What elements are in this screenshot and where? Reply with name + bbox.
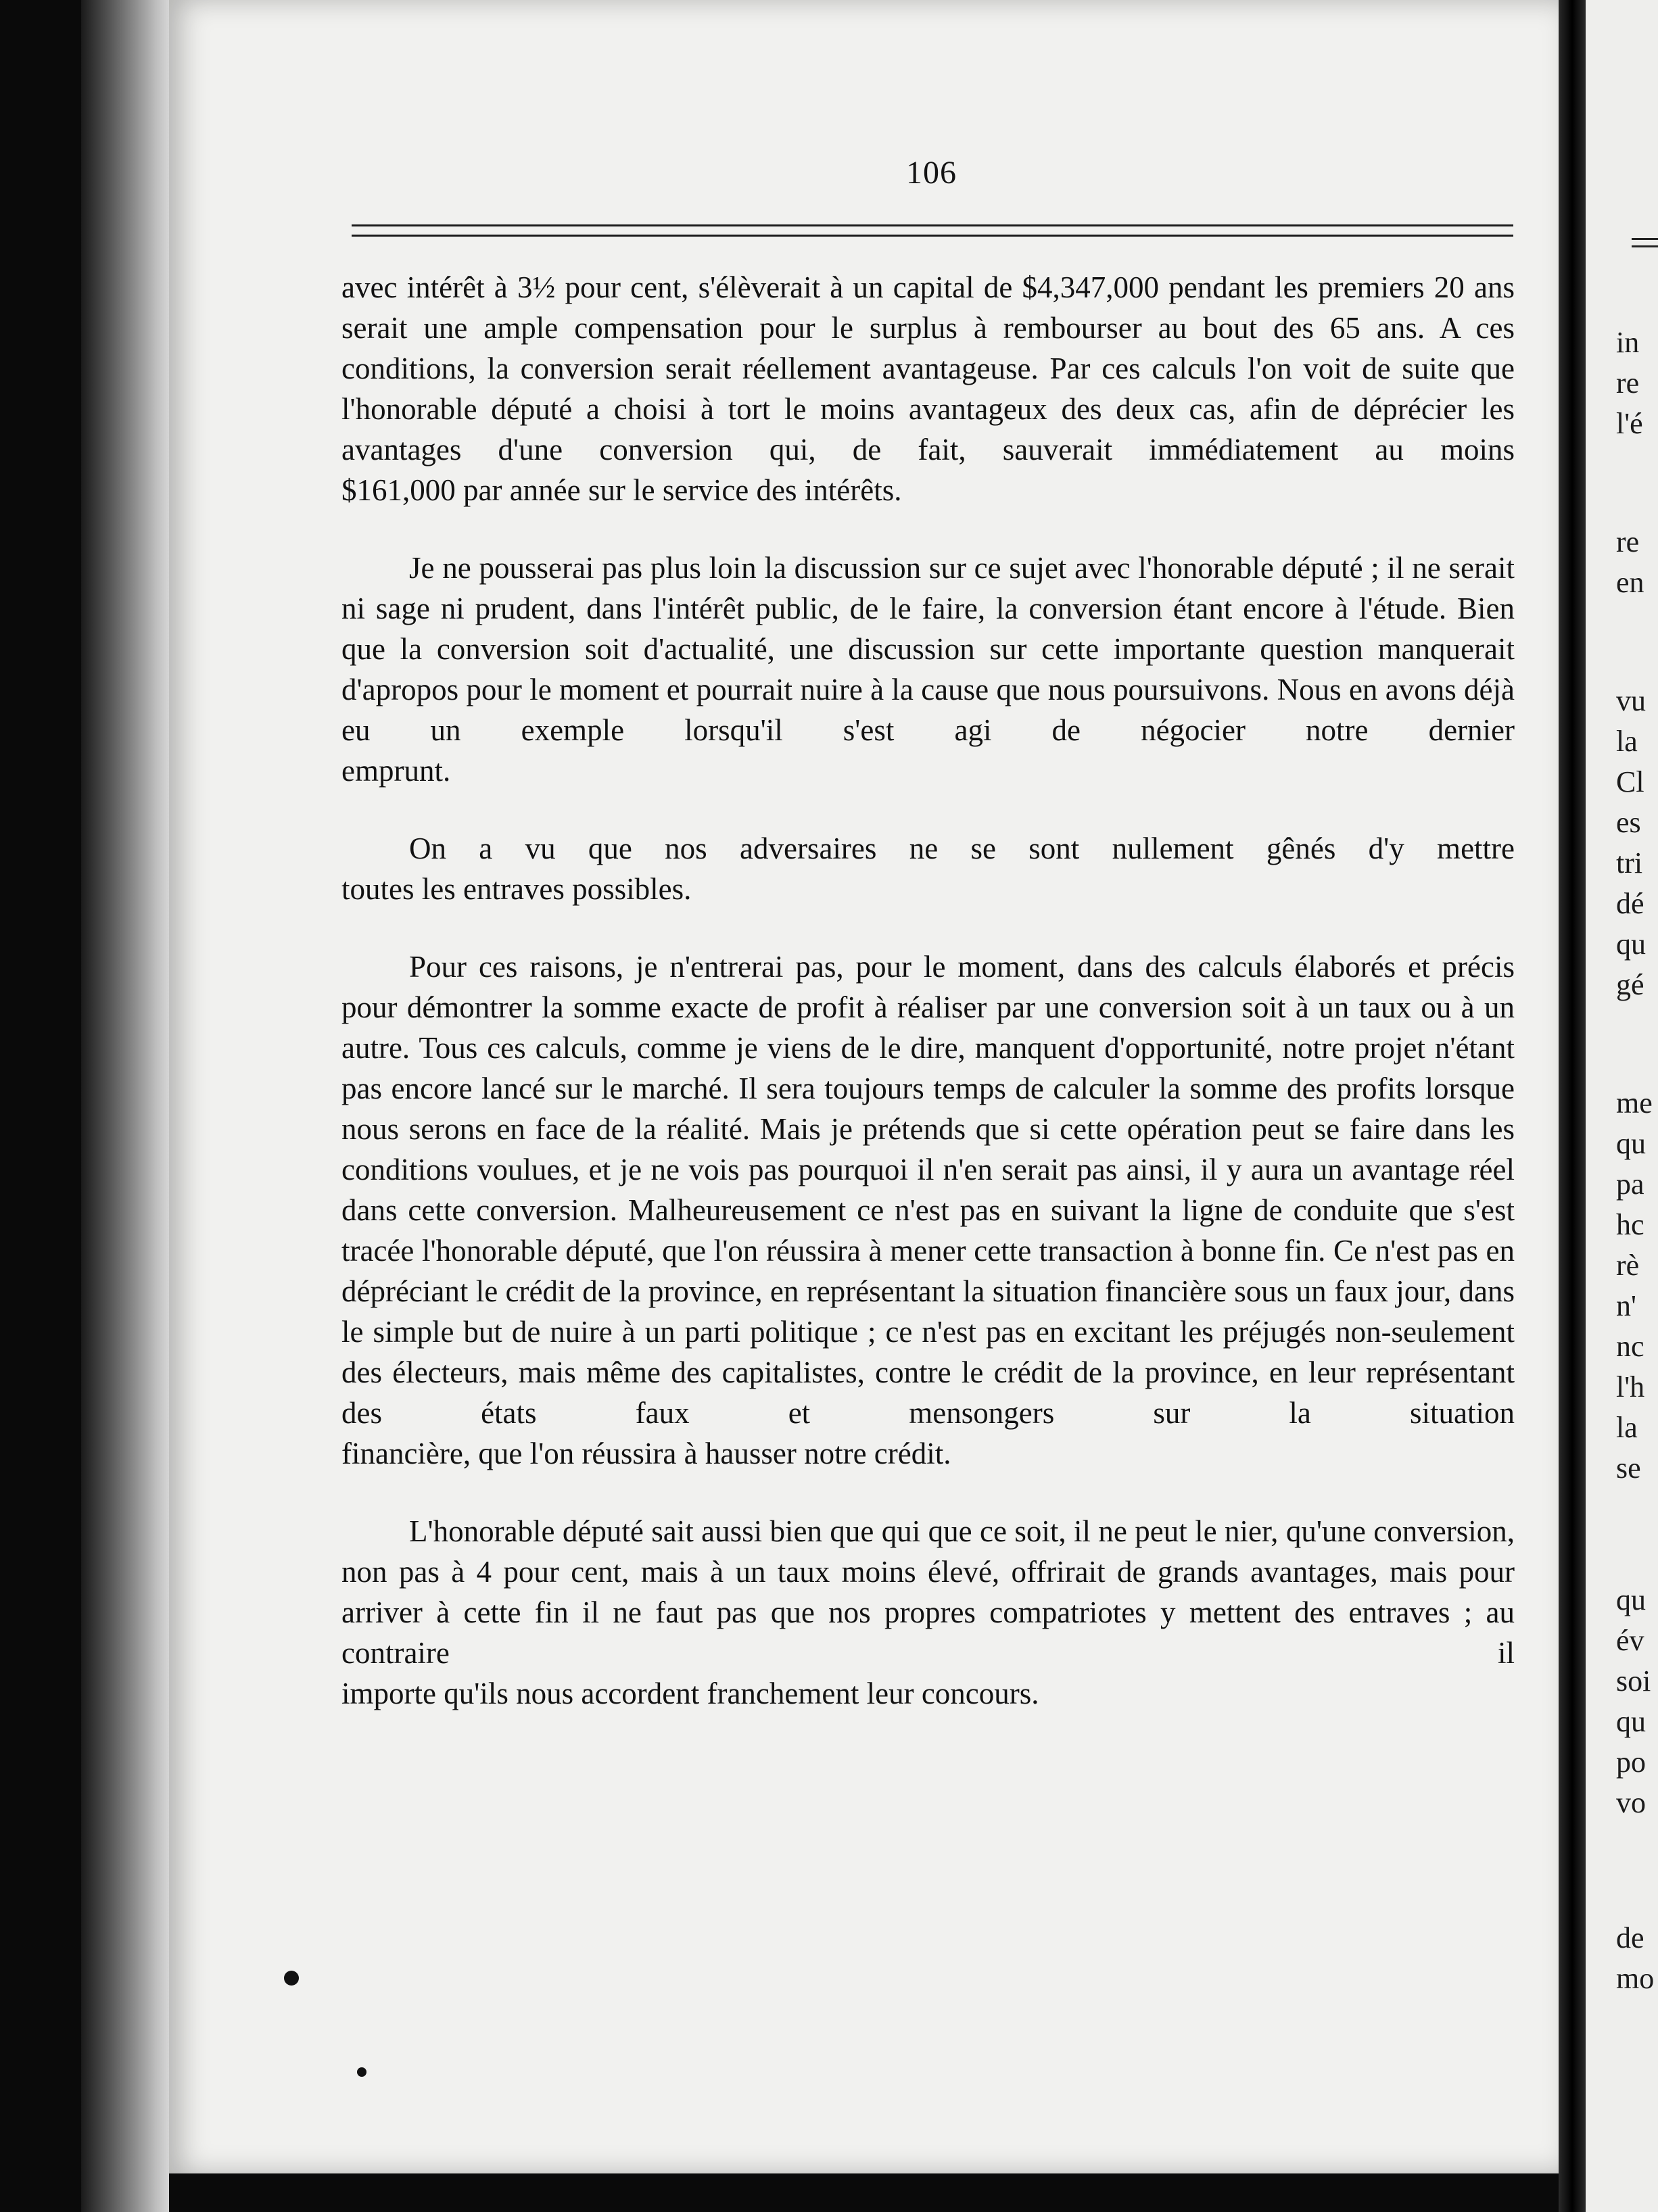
paragraph-1 — [341, 267, 1515, 510]
facing-page-fragment: la — [1616, 725, 1638, 758]
facing-page-fragment: év — [1616, 1624, 1644, 1657]
body-text — [341, 267, 1515, 1714]
facing-page-fragment: nc — [1616, 1330, 1644, 1363]
paragraph-3-text: On a vu que nos adversaires ne se sont nullement gênés d'y mettre — [409, 832, 1515, 865]
paragraph-1-last-line: $161,000 par année sur le service des intérêts. — [341, 473, 902, 507]
facing-page-fragment: l'h — [1616, 1370, 1645, 1403]
paragraph-2-text: Je ne pousserai pas plus loin la discussion sur ce sujet avec l'honorable député ; il ne serait ni sage ni prudent, dans l'intérêt public, de le faire, la conversion étant encore à l'étude. Bien que la conversion soit d'actualité, une discussion sur cette importante question manquerait d'apropos pour le moment et pourrait nuire à la cause que nous poursuivons. Nous en avons déjà eu un exemple lorsqu'il s'est agi de négocier notre dernier — [341, 551, 1515, 747]
header-double-rule — [352, 224, 1513, 237]
facing-page-fragment: mo — [1616, 1962, 1655, 1995]
facing-page-fragment: pa — [1616, 1168, 1644, 1201]
facing-page-fragment: l'é — [1616, 407, 1643, 440]
paragraph-4-text: Pour ces raisons, je n'entrerai pas, pour le moment, dans des calculs élaborés et précis pour démontrer la somme exacte de profit à réaliser par une conversion soit à un taux ou à un autre. Tous ces calculs, comme je viens de le dire, manquent d'opportunité, notre projet n'étant pas encore lancé sur le marché. Il sera toujours temps de calculer la somme des profits lorsque nous serons en face de la réalité. Mais je prétends que si cette opération peut se faire dans les conditions voulues, et je ne vois pas pourquoi il n'en serait pas ainsi, il y aura un avantage réel dans cette conversion. Malheureusement ce n'est pas en suivant la ligne de conduite que s'est tracée l'honorable député, que l'on réussira à mener cette transaction à bonne fin. Ce n'est pas en dépréciant le crédit de la province, en représentant la situation financière sous un faux jour, dans le simple but de nuire à un parti politique ; ce n'est pas en excitant les préjugés non-seulement des électeurs, mais même des capitalistes, contre le crédit de la province, en leur représentant des états faux et mensongers sur la situation — [341, 950, 1515, 1430]
paragraph-5 — [341, 1511, 1515, 1714]
facing-page-fragment: vo — [1616, 1786, 1646, 1819]
page-number: 106 — [906, 155, 957, 191]
facing-page-fragment: re — [1616, 525, 1640, 558]
facing-page-fragment: n' — [1616, 1289, 1636, 1322]
facing-page-fragment: se — [1616, 1451, 1641, 1485]
paragraph-3 — [341, 828, 1515, 909]
paragraph-1-text: avec intérêt à 3½ pour cent, s'élèverait à un capital de $4,347,000 pendant les premiers 20 ans serait une ample compensation pour le surplus à rembourser au bout des 65 ans. A ces conditions, la conversion serait réellement avantageuse. Par ces calculs l'on voit de suite que l'honorable député a choisi à tort le moins avantageux des deux cas, afin de déprécier les avantages d'une conversion qui, de fait, sauverait immédiatement au moins — [341, 270, 1515, 466]
ink-spot — [357, 2067, 366, 2077]
facing-page-fragment: en — [1616, 566, 1644, 599]
page-gutter — [1559, 0, 1586, 2212]
facing-page-fragment: qu — [1616, 1705, 1646, 1738]
facing-page-rule — [1632, 238, 1658, 247]
facing-page-fragment: soi — [1616, 1664, 1651, 1698]
paragraph-2-last-line: emprunt. — [341, 754, 451, 788]
facing-page-fragment: de — [1616, 1921, 1644, 1954]
paragraph-5-text: L'honorable député sait aussi bien que qui que ce soit, il ne peut le nier, qu'une conversion, non pas à 4 pour cent, mais à un taux moins élevé, offrirait de grands avantages, mais pour arriver à cette fin il ne faut pas que nos propres compatriotes y mettent des entraves ; au contraire il — [341, 1514, 1515, 1670]
facing-page-fragment: dé — [1616, 887, 1644, 920]
facing-page-fragment: rè — [1616, 1249, 1640, 1282]
facing-page-edge — [1586, 0, 1658, 2212]
facing-page-fragment: gé — [1616, 968, 1644, 1001]
paragraph-4-last-line: financière, que l'on réussira à hausser notre crédit. — [341, 1437, 951, 1470]
facing-page-fragment: po — [1616, 1746, 1646, 1779]
facing-page-fragment: qu — [1616, 1583, 1646, 1616]
paragraph-5-last-line: importe qu'ils nous accordent franchement leur concours. — [341, 1677, 1039, 1710]
facing-page-fragment: es — [1616, 806, 1641, 839]
facing-page-fragment: tri — [1616, 846, 1643, 880]
facing-page-fragment: qu — [1616, 1127, 1646, 1160]
facing-page-fragment: la — [1616, 1411, 1638, 1444]
facing-page-fragment: hc — [1616, 1208, 1644, 1241]
paragraph-3-last-line: toutes les entraves possibles. — [341, 872, 692, 906]
paragraph-4 — [341, 946, 1515, 1474]
facing-page-fragment: Cl — [1616, 765, 1644, 798]
paragraph-2 — [341, 548, 1515, 791]
facing-page-fragment: vu — [1616, 684, 1646, 717]
ink-spot — [284, 1971, 299, 1986]
facing-page-fragment: in — [1616, 326, 1640, 359]
facing-page-fragment: qu — [1616, 928, 1646, 961]
facing-page-fragment: re — [1616, 366, 1640, 400]
book-spine-edge — [81, 0, 169, 2212]
facing-page-fragment: me — [1616, 1086, 1653, 1120]
